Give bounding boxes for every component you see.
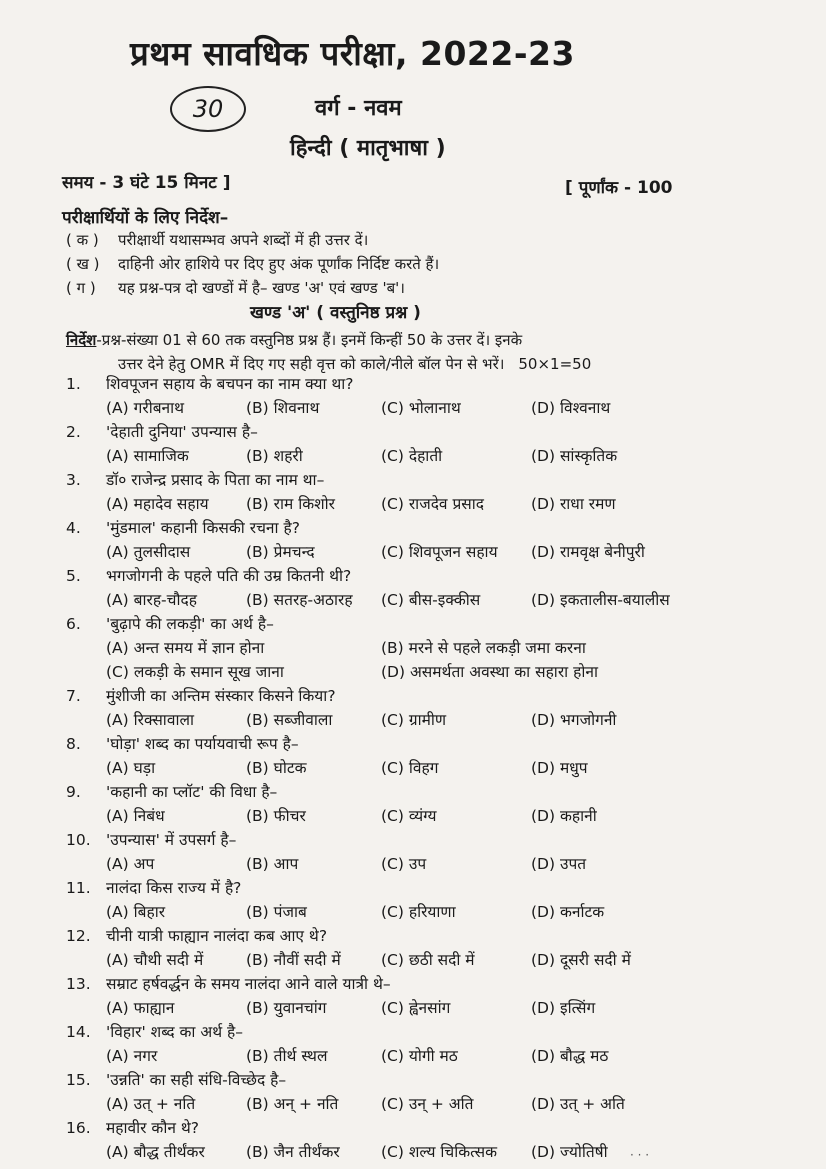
circled-number: 30 [170, 86, 246, 132]
question-5 [66, 564, 806, 612]
question-10 [66, 828, 806, 876]
option-c: (C) ग्रामीण [381, 711, 447, 729]
question-11 [66, 876, 806, 924]
direction-score: 50×1=50 [518, 355, 592, 373]
instruction-item [66, 278, 405, 298]
option-a: (A) उत् + नति [106, 1095, 196, 1113]
option-a: (A) सामाजिक [106, 447, 189, 465]
question-stem [66, 1020, 806, 1044]
exam-title: प्रथम सावधिक परीक्षा, 2022-23 [130, 34, 575, 73]
option-b: (B) युवानचांग [246, 999, 327, 1017]
option-b: (B) नौवीं सदी में [246, 951, 341, 969]
question-12 [66, 924, 806, 972]
section-title: खण्ड 'अ' ( वस्तुनिष्ठ प्रश्न ) [250, 303, 421, 323]
option-a: (A) नगर [106, 1047, 158, 1065]
direction-line-2: उत्तर देने हेतु OMR में दिए गए सही वृत्त को काले/नीले बॉल पेन से भरें। [118, 355, 505, 373]
option-c: (C) शिवपूजन सहाय [381, 543, 498, 561]
question-number: 9. [66, 783, 81, 801]
question-stem [66, 372, 806, 396]
time-label: समय - 3 घंटे 15 मिनट ] [62, 173, 231, 193]
question-9 [66, 780, 806, 828]
options-row [66, 708, 806, 732]
class-label: वर्ग - नवम [315, 96, 402, 121]
instruction-item [66, 254, 439, 274]
option-a: (A) बारह-चौदह [106, 591, 197, 609]
option-a: (A) घड़ा [106, 759, 156, 777]
question-stem [66, 780, 806, 804]
question-text: डॉ० राजेन्द्र प्रसाद के पिता का नाम था– [106, 471, 325, 489]
options-row [66, 756, 806, 780]
option-d: (D) कर्नाटक [531, 903, 605, 921]
question-stem [66, 420, 806, 444]
option-a: (A) रिक्सावाला [106, 711, 194, 729]
option-d: (D) बौद्ध मठ [531, 1047, 609, 1065]
section-direction [66, 328, 806, 376]
options-row [66, 852, 806, 876]
question-stem [66, 732, 806, 756]
options-row [66, 492, 806, 516]
instruction-text: परीक्षार्थी यथासम्भव अपने शब्दों में ही उत्तर दें। [118, 231, 369, 249]
question-text: भगजोगनी के पहले पति की उम्र कितनी थी? [106, 567, 352, 585]
option-b: (B) मरने से पहले लकड़ी जमा करना [381, 639, 586, 657]
instructions-heading: परीक्षार्थियों के लिए निर्देश– [62, 208, 229, 228]
option-d: (D) भगजोगनी [531, 711, 617, 729]
question-text: 'मुंडमाल' कहानी किसकी रचना है? [106, 519, 300, 537]
option-c: (C) छठी सदी में [381, 951, 475, 969]
question-number: 3. [66, 471, 81, 489]
question-number: 2. [66, 423, 81, 441]
options-row [66, 948, 806, 972]
options-row [66, 444, 806, 468]
question-6 [66, 612, 806, 684]
options-row [66, 396, 806, 420]
question-stem [66, 972, 806, 996]
question-text: 'कहानी का प्लॉट' की विधा है– [106, 783, 278, 801]
option-d: (D) ज्योतिषी [531, 1143, 608, 1161]
question-number: 1. [66, 375, 81, 393]
question-stem [66, 684, 806, 708]
option-b: (B) पंजाब [246, 903, 307, 921]
option-c: (C) उप [381, 855, 427, 873]
option-c: (C) विहग [381, 759, 439, 777]
direction-lead: निर्देश [66, 331, 97, 349]
question-number: 7. [66, 687, 81, 705]
question-text: 'देहाती दुनिया' उपन्यास है– [106, 423, 258, 441]
option-c: (C) भोलानाथ [381, 399, 461, 417]
option-c: (C) देहाती [381, 447, 443, 465]
direction-line-1: -प्रश्न-संख्या 01 से 60 तक वस्तुनिष्ठ प्रश्न हैं। इनमें किन्हीं 50 के उत्तर दें। इनके [96, 331, 523, 349]
option-a: (A) बौद्ध तीर्थंकर [106, 1143, 205, 1161]
question-text: 'घोड़ा' शब्द का पर्यायवाची रूप है– [106, 735, 299, 753]
option-c: (C) व्यंग्य [381, 807, 437, 825]
option-b: (B) आप [246, 855, 299, 873]
question-number: 11. [66, 879, 91, 897]
question-stem [66, 828, 806, 852]
option-d: (D) मधुप [531, 759, 588, 777]
option-a: (A) बिहार [106, 903, 166, 921]
option-d: (D) कहानी [531, 807, 597, 825]
option-a: (A) चौथी सदी में [106, 951, 204, 969]
question-text: नालंदा किस राज्य में है? [106, 879, 242, 897]
question-number: 10. [66, 831, 91, 849]
full-marks-label: [ पूर्णांक - 100 [565, 178, 673, 198]
question-stem [66, 1068, 806, 1092]
question-stem [66, 1116, 806, 1140]
instruction-key: ( ख ) [66, 255, 100, 273]
question-stem [66, 468, 806, 492]
option-b: (B) जैन तीर्थंकर [246, 1143, 340, 1161]
option-d: (D) दूसरी सदी में [531, 951, 631, 969]
question-stem [66, 516, 806, 540]
instruction-key: ( ग ) [66, 279, 96, 297]
option-b: (B) अन् + नति [246, 1095, 339, 1113]
question-stem [66, 924, 806, 948]
question-text: 'बुढ़ापे की लकड़ी' का अर्थ है– [106, 615, 274, 633]
question-text: महावीर कौन थे? [106, 1119, 199, 1137]
question-number: 13. [66, 975, 91, 993]
options-row [66, 540, 806, 564]
instruction-item [66, 230, 368, 250]
option-c: (C) हरियाणा [381, 903, 456, 921]
option-d: (D) विश्वनाथ [531, 399, 611, 417]
option-b: (B) घोटक [246, 759, 307, 777]
question-stem [66, 612, 806, 636]
instruction-text: यह प्रश्न-पत्र दो खण्डों में है– खण्ड 'अ' एवं खण्ड 'ब'। [118, 279, 405, 297]
options-row [66, 588, 806, 612]
question-text: 'उपन्यास' में उपसर्ग है– [106, 831, 237, 849]
options-row [66, 996, 806, 1020]
options-row [66, 1140, 806, 1164]
options-row [66, 804, 806, 828]
option-a: (A) अन्त समय में ज्ञान होना [106, 639, 265, 657]
option-c: (C) लकड़ी के समान सूख जाना [106, 663, 284, 681]
subject-label: हिन्दी ( मातृभाषा ) [290, 136, 446, 161]
question-7 [66, 684, 806, 732]
option-b: (B) प्रेमचन्द [246, 543, 315, 561]
option-b: (B) राम किशोर [246, 495, 336, 513]
question-text: चीनी यात्री फाह्यान नालंदा कब आए थे? [106, 927, 328, 945]
option-a: (A) निबंध [106, 807, 165, 825]
question-13 [66, 972, 806, 1020]
question-8 [66, 732, 806, 780]
option-d: (D) उत् + अति [531, 1095, 625, 1113]
option-a: (A) महादेव सहाय [106, 495, 209, 513]
option-a: (A) गरीबनाथ [106, 399, 185, 417]
option-d: (D) सांस्कृतिक [531, 447, 618, 465]
question-number: 14. [66, 1023, 91, 1041]
option-b: (B) शिवनाथ [246, 399, 320, 417]
option-c: (C) शल्य चिकित्सक [381, 1143, 497, 1161]
question-1 [66, 372, 806, 420]
instruction-text: दाहिनी ओर हाशिये पर दिए हुए अंक पूर्णांक निर्दिष्ट करते हैं। [118, 255, 440, 273]
question-number: 5. [66, 567, 81, 585]
option-a: (A) फाह्यान [106, 999, 175, 1017]
question-number: 12. [66, 927, 91, 945]
question-14 [66, 1020, 806, 1068]
question-2 [66, 420, 806, 468]
option-d: (D) राधा रमण [531, 495, 616, 513]
question-4 [66, 516, 806, 564]
options-row [66, 900, 806, 924]
question-stem [66, 876, 806, 900]
options-row [66, 1092, 806, 1116]
option-c: (C) राजदेव प्रसाद [381, 495, 485, 513]
option-c: (C) बीस-इक्कीस [381, 591, 481, 609]
question-number: 15. [66, 1071, 91, 1089]
question-text: सम्राट हर्षवर्द्धन के समय नालंदा आने वाले यात्री थे– [106, 975, 391, 993]
option-b: (B) शहरी [246, 447, 303, 465]
instruction-key: ( क ) [66, 231, 99, 249]
question-16 [66, 1116, 806, 1164]
option-a: (A) तुलसीदास [106, 543, 191, 561]
option-b: (B) सतरह-अठारह [246, 591, 353, 609]
option-c: (C) उन् + अति [381, 1095, 474, 1113]
options-row [66, 660, 806, 684]
question-15 [66, 1068, 806, 1116]
option-c: (C) ह्वेनसांग [381, 999, 451, 1017]
question-3 [66, 468, 806, 516]
question-number: 8. [66, 735, 81, 753]
option-d: (D) उपत [531, 855, 587, 873]
question-text: मुंशीजी का अन्तिम संस्कार किसने किया? [106, 687, 336, 705]
question-number: 6. [66, 615, 81, 633]
option-d: (D) रामवृक्ष बेनीपुरी [531, 543, 645, 561]
question-stem [66, 564, 806, 588]
question-number: 4. [66, 519, 81, 537]
option-d: (D) इत्सिंग [531, 999, 596, 1017]
question-text: 'विहार' शब्द का अर्थ है– [106, 1023, 244, 1041]
option-d: (D) इकतालीस-बयालीस [531, 591, 670, 609]
page-footer-mark: · · · [630, 1148, 650, 1162]
option-d: (D) असमर्थता अवस्था का सहारा होना [381, 663, 598, 681]
option-b: (B) फीचर [246, 807, 306, 825]
option-a: (A) अप [106, 855, 155, 873]
question-text: शिवपूजन सहाय के बचपन का नाम क्या था? [106, 375, 354, 393]
question-number: 16. [66, 1119, 91, 1137]
option-b: (B) तीर्थ स्थल [246, 1047, 328, 1065]
question-text: 'उन्नति' का सही संधि-विच्छेद है– [106, 1071, 287, 1089]
option-b: (B) सब्जीवाला [246, 711, 333, 729]
option-c: (C) योगी मठ [381, 1047, 458, 1065]
options-row [66, 636, 806, 660]
options-row [66, 1044, 806, 1068]
